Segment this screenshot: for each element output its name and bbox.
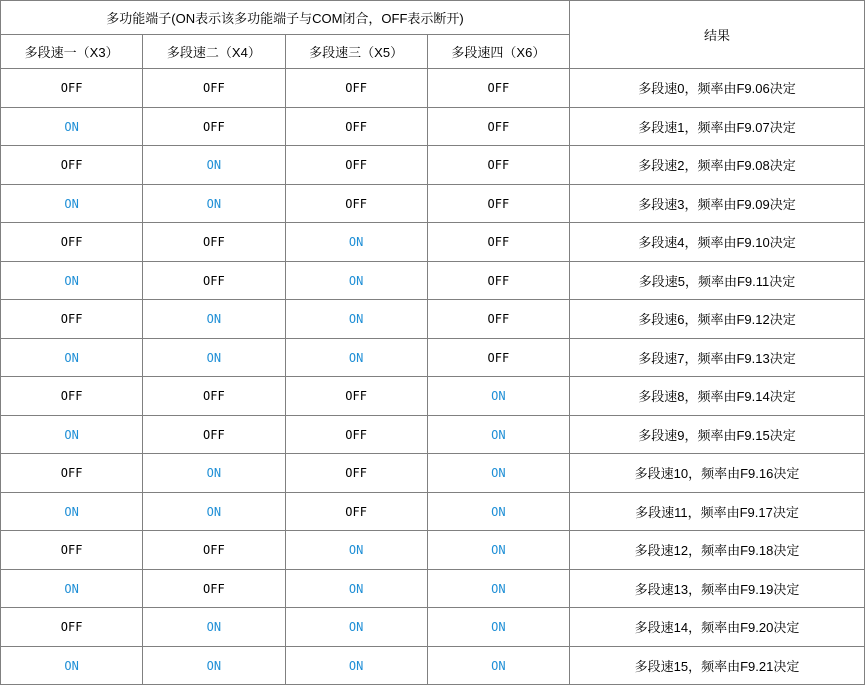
state-on-label: ON	[491, 466, 506, 481]
state-on-label: ON	[491, 620, 506, 635]
cell-x3	[1, 300, 143, 339]
table-row	[1, 261, 865, 300]
state-off-label: OFF	[203, 81, 225, 96]
state-off-label: OFF	[345, 196, 367, 211]
cell-x6	[427, 531, 569, 570]
cell-x3	[1, 261, 143, 300]
state-off-label: OFF	[345, 466, 367, 481]
cell-x4	[143, 223, 285, 262]
state-on-label: ON	[206, 658, 222, 673]
state-off-label: OFF	[60, 620, 83, 635]
state-on-label: ON	[64, 273, 79, 288]
cell-x5	[285, 69, 427, 108]
state-off-label: OFF	[60, 158, 83, 173]
cell-x4	[143, 300, 285, 339]
cell-result: 多段速10，频率由F9.16决定	[570, 454, 865, 493]
state-on-label: ON	[64, 504, 79, 519]
state-on-label: ON	[64, 196, 79, 211]
cell-result: 多段速7，频率由F9.13决定	[570, 338, 865, 377]
cell-x3	[1, 69, 143, 108]
cell-x5	[285, 531, 427, 570]
cell-x4	[143, 377, 285, 416]
state-on-label: ON	[491, 658, 506, 673]
cell-x6	[427, 415, 569, 454]
state-on-label: ON	[491, 427, 506, 442]
cell-x5	[285, 300, 427, 339]
cell-x5	[285, 415, 427, 454]
table-row	[1, 646, 865, 685]
cell-x5	[285, 223, 427, 262]
state-off-label: OFF	[487, 312, 510, 327]
state-off-label: OFF	[203, 543, 225, 558]
cell-x5	[285, 107, 427, 146]
cell-x6	[427, 300, 569, 339]
header-column-x3: 多段速一（X3）	[1, 35, 143, 69]
cell-x6	[427, 69, 569, 108]
cell-x4	[143, 454, 285, 493]
cell-x6	[427, 223, 569, 262]
state-on-label: ON	[491, 543, 506, 558]
header-column-x6: 多段速四（X6）	[427, 35, 569, 69]
cell-x3	[1, 454, 143, 493]
table-header	[1, 1, 865, 69]
cell-x3	[1, 415, 143, 454]
cell-x3	[1, 569, 143, 608]
state-off-label: OFF	[345, 504, 367, 519]
cell-x4	[143, 69, 285, 108]
cell-result: 多段速1，频率由F9.07决定	[570, 107, 865, 146]
cell-x5	[285, 492, 427, 531]
state-off-label: OFF	[345, 389, 367, 404]
cell-result: 多段速15，频率由F9.21决定	[570, 646, 865, 685]
table-header-row-group	[1, 1, 865, 35]
cell-x6	[427, 338, 569, 377]
table-row	[1, 107, 865, 146]
state-off-label: OFF	[60, 312, 83, 327]
table-row	[1, 223, 865, 262]
table-row	[1, 146, 865, 185]
cell-x6	[427, 569, 569, 608]
cell-result: 多段速3，频率由F9.09决定	[570, 184, 865, 223]
state-on-label: ON	[206, 466, 222, 481]
state-on-label: ON	[348, 235, 364, 250]
cell-x4	[143, 492, 285, 531]
table-row	[1, 569, 865, 608]
state-off-label: OFF	[203, 273, 225, 288]
cell-result: 多段速5，频率由F9.11决定	[570, 261, 865, 300]
table-row	[1, 454, 865, 493]
state-on-label: ON	[348, 581, 364, 596]
header-result-title: 结果	[570, 1, 865, 69]
state-on-label: ON	[491, 581, 506, 596]
table-body	[1, 69, 865, 685]
cell-result: 多段速4，频率由F9.10决定	[570, 223, 865, 262]
cell-result: 多段速8，频率由F9.14决定	[570, 377, 865, 416]
cell-x6	[427, 454, 569, 493]
state-off-label: OFF	[487, 158, 510, 173]
state-off-label: OFF	[345, 427, 367, 442]
cell-result: 多段速13，频率由F9.19决定	[570, 569, 865, 608]
table-row	[1, 608, 865, 647]
header-column-x4: 多段速二（X4）	[143, 35, 285, 69]
state-on-label: ON	[64, 119, 79, 134]
cell-x4	[143, 338, 285, 377]
cell-x5	[285, 646, 427, 685]
state-on-label: ON	[348, 543, 364, 558]
table-row	[1, 184, 865, 223]
cell-x4	[143, 608, 285, 647]
cell-x3	[1, 531, 143, 570]
state-off-label: OFF	[487, 196, 510, 211]
cell-x5	[285, 454, 427, 493]
state-on-label: ON	[206, 620, 222, 635]
state-on-label: ON	[206, 158, 222, 173]
state-on-label: ON	[64, 581, 79, 596]
state-on-label: ON	[491, 504, 506, 519]
state-off-label: OFF	[487, 235, 510, 250]
state-on-label: ON	[64, 658, 79, 673]
table-row	[1, 377, 865, 416]
state-off-label: OFF	[60, 543, 83, 558]
cell-x4	[143, 569, 285, 608]
state-off-label: OFF	[60, 235, 83, 250]
state-off-label: OFF	[203, 235, 225, 250]
state-on-label: ON	[348, 658, 364, 673]
header-terminal-group-title: 多功能端子(ON表示该多功能端子与COM闭合，OFF表示断开)	[1, 1, 570, 35]
state-off-label: OFF	[487, 119, 510, 134]
state-on-label: ON	[206, 196, 222, 211]
cell-x5	[285, 146, 427, 185]
cell-x5	[285, 184, 427, 223]
cell-x3	[1, 184, 143, 223]
state-off-label: OFF	[203, 389, 225, 404]
state-off-label: OFF	[203, 119, 225, 134]
state-off-label: OFF	[203, 427, 225, 442]
table-row	[1, 69, 865, 108]
state-off-label: OFF	[60, 389, 83, 404]
cell-x6	[427, 377, 569, 416]
cell-x6	[427, 107, 569, 146]
cell-result: 多段速12，频率由F9.18决定	[570, 531, 865, 570]
state-off-label: OFF	[60, 81, 83, 96]
state-off-label: OFF	[487, 273, 510, 288]
cell-x5	[285, 569, 427, 608]
cell-x5	[285, 261, 427, 300]
cell-x3	[1, 608, 143, 647]
cell-x6	[427, 608, 569, 647]
cell-x6	[427, 146, 569, 185]
cell-x3	[1, 492, 143, 531]
table-row	[1, 492, 865, 531]
cell-result: 多段速2，频率由F9.08决定	[570, 146, 865, 185]
state-off-label: OFF	[345, 119, 367, 134]
state-off-label: OFF	[345, 81, 367, 96]
state-on-label: ON	[206, 312, 222, 327]
cell-x6	[427, 646, 569, 685]
cell-x4	[143, 415, 285, 454]
state-off-label: OFF	[203, 581, 225, 596]
cell-x6	[427, 261, 569, 300]
cell-result: 多段速14，频率由F9.20决定	[570, 608, 865, 647]
cell-x4	[143, 261, 285, 300]
table-row	[1, 300, 865, 339]
state-on-label: ON	[206, 350, 222, 365]
cell-result: 多段速6，频率由F9.12决定	[570, 300, 865, 339]
state-on-label: ON	[348, 620, 364, 635]
state-off-label: OFF	[60, 466, 83, 481]
cell-x4	[143, 146, 285, 185]
state-on-label: ON	[64, 350, 79, 365]
table-row	[1, 531, 865, 570]
state-on-label: ON	[348, 273, 364, 288]
cell-x6	[427, 492, 569, 531]
cell-x5	[285, 608, 427, 647]
cell-x4	[143, 531, 285, 570]
state-on-label: ON	[64, 427, 79, 442]
state-on-label: ON	[206, 504, 222, 519]
cell-x3	[1, 646, 143, 685]
cell-x5	[285, 377, 427, 416]
state-off-label: OFF	[487, 81, 510, 96]
cell-result: 多段速9，频率由F9.15决定	[570, 415, 865, 454]
table-row	[1, 338, 865, 377]
cell-x4	[143, 107, 285, 146]
cell-x3	[1, 223, 143, 262]
cell-x3	[1, 338, 143, 377]
header-column-x5: 多段速三（X5）	[285, 35, 427, 69]
cell-x3	[1, 107, 143, 146]
cell-x4	[143, 184, 285, 223]
cell-x3	[1, 146, 143, 185]
cell-x6	[427, 184, 569, 223]
state-on-label: ON	[491, 389, 506, 404]
cell-result: 多段速0，频率由F9.06决定	[570, 69, 865, 108]
state-off-label: OFF	[345, 158, 367, 173]
cell-result: 多段速11，频率由F9.17决定	[570, 492, 865, 531]
state-on-label: ON	[348, 350, 364, 365]
cell-x4	[143, 646, 285, 685]
table-row	[1, 415, 865, 454]
cell-x5	[285, 338, 427, 377]
state-off-label: OFF	[487, 350, 510, 365]
state-on-label: ON	[348, 312, 364, 327]
cell-x3	[1, 377, 143, 416]
